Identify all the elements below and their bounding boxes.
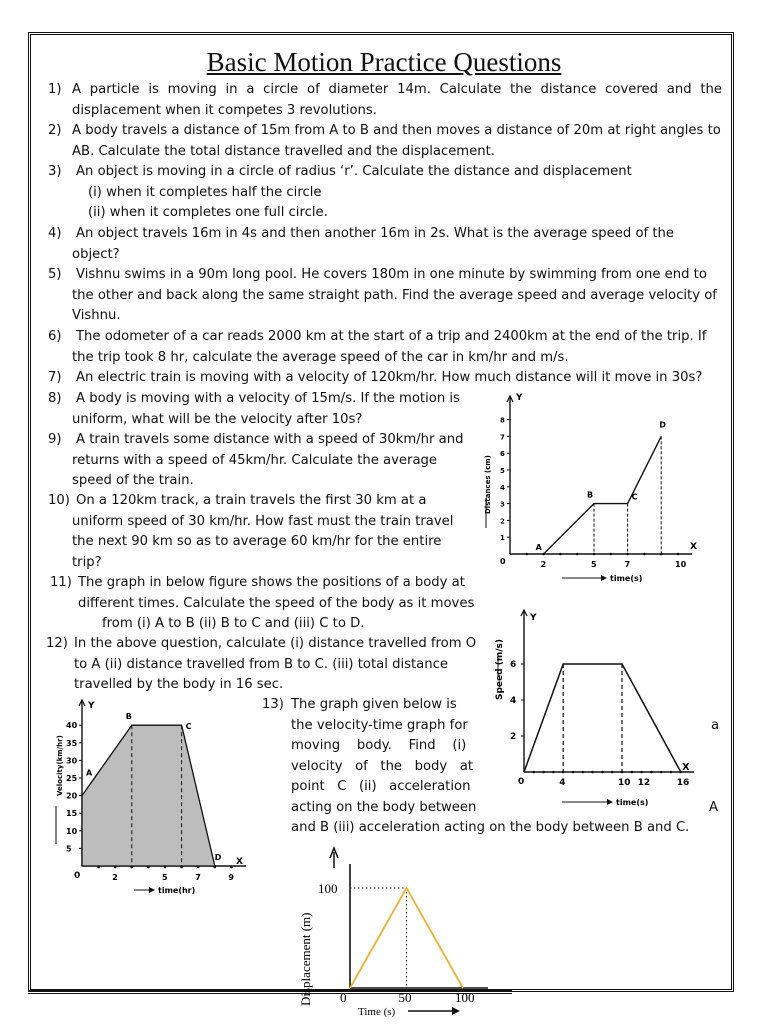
x-tick-dot xyxy=(576,553,579,556)
x-tick-label: 5 xyxy=(162,873,168,882)
velocity-time-graph xyxy=(48,696,258,902)
y-axis-letter: Y xyxy=(530,613,537,623)
question-line: A train travels some distance with a speed of 30km/hr and xyxy=(76,432,464,447)
question-9 xyxy=(48,430,478,492)
question-7 xyxy=(48,368,722,389)
question-number: 3) xyxy=(48,164,62,179)
question-12 xyxy=(46,634,478,696)
point-label: B xyxy=(125,712,132,722)
origin-label: 0 xyxy=(500,557,506,566)
x-tick-label: 50 xyxy=(398,990,412,1005)
x-tick-dot xyxy=(533,771,536,774)
question-number: 4) xyxy=(48,226,62,241)
x-tick-dot xyxy=(542,771,545,774)
question-number: 7) xyxy=(48,370,62,385)
question-3 xyxy=(48,162,722,224)
question-line: An object travels 16m in 4s and then another 16m in 2s. What is the average speed of the xyxy=(76,226,674,241)
x-tick-dot xyxy=(601,771,604,774)
distance-time-graph xyxy=(480,388,710,588)
question-8 xyxy=(48,389,478,430)
data-line xyxy=(544,436,662,554)
x-tick-dot xyxy=(591,771,594,774)
question-2 xyxy=(48,121,722,162)
question-line: Vishnu swims in a 90m long pool. He covers 180m in one minute by swimming from one end to xyxy=(76,267,707,282)
question-line: (i) when it completes half the circle xyxy=(88,184,322,200)
x-tick-dot xyxy=(582,771,585,774)
x-tick-label: 7 xyxy=(195,873,201,882)
question-line: from (i) A to B (ii) B to C and (iii) C to D. xyxy=(102,616,365,631)
x-axis-title: time(s) xyxy=(616,798,649,807)
question-line: travelled by the body in 16 sec. xyxy=(74,677,284,692)
question-number: 10) xyxy=(48,493,70,508)
x-tick-dot xyxy=(610,553,613,556)
question-line: moving body. Find (i) xyxy=(291,738,467,753)
y-tick-label: 15 xyxy=(66,809,78,819)
y-axis-title: Distances (cm) xyxy=(484,455,492,514)
x-tick-label: 10 xyxy=(675,560,687,569)
y-tick-label: 6 xyxy=(510,660,517,670)
x-tick-label: 0 xyxy=(340,990,347,1005)
question-line: acting on the body between xyxy=(291,799,477,815)
stray-letter-a: a xyxy=(711,718,720,733)
x-tick-dot xyxy=(526,553,529,556)
question-line: The odometer of a car reads 2000 km at the start of a trip and 2400km at the end of the trip. If xyxy=(76,329,707,344)
y-tick-label: 1 xyxy=(500,534,505,543)
point-label: B xyxy=(587,490,594,500)
x-axis-title: time(hr) xyxy=(158,886,196,895)
y-tick-label: 4 xyxy=(500,483,505,492)
y-tick-label: 20 xyxy=(66,791,78,801)
x-axis-title: Time (s) xyxy=(358,1006,396,1018)
x-title-arrowhead xyxy=(149,887,155,893)
x-tick-label: 5 xyxy=(591,560,597,569)
question-line: velocity of the body at xyxy=(291,758,474,774)
question-line: The graph in below figure shows the positions of a body at xyxy=(78,575,465,590)
y-tick-label: 100 xyxy=(318,881,338,896)
question-line: uniform, what will be the velocity after 10s? xyxy=(72,411,363,427)
y-axis-title: Displacement (m) xyxy=(298,912,313,1006)
point-label: A xyxy=(535,543,542,552)
question-line: and B (iii) acceleration acting on the body between B and C. xyxy=(291,820,690,835)
y-axis-title: Speed (m/s) xyxy=(495,639,505,700)
y-tick-label: 30 xyxy=(66,756,78,766)
question-line: A particle is moving in a circle of diameter 14m. Calculate the distance covered and the xyxy=(72,82,722,97)
y-tick-label: 5 xyxy=(66,844,72,854)
question-number: 5) xyxy=(48,267,62,282)
question-number: 9) xyxy=(48,432,62,447)
question-5 xyxy=(48,265,722,327)
data-line xyxy=(524,664,681,772)
question-number: 6) xyxy=(48,329,62,344)
x-tick-dot xyxy=(660,771,663,774)
question-number: 11) xyxy=(50,575,72,590)
x-tick-dot xyxy=(677,553,680,556)
question-line: the other and back along the same straight path. Find the average speed and average velocity of xyxy=(72,287,717,303)
y-tick-label: 40 xyxy=(66,721,78,731)
origin-label: 0 xyxy=(518,777,525,787)
x-title-arrowhead xyxy=(452,1007,460,1015)
y-tick-label: 8 xyxy=(500,416,505,425)
question-number: 12) xyxy=(46,636,68,651)
x-tick-dot xyxy=(670,771,673,774)
question-6 xyxy=(48,327,722,368)
point-label: C xyxy=(185,722,192,732)
question-line: to A (ii) distance travelled from B to C. (iii) total distance xyxy=(74,656,448,672)
question-line: An object is moving in a circle of radius ‘r’. Calculate the distance and displacement xyxy=(76,164,632,179)
question-line: Vishnu. xyxy=(72,308,121,323)
x-tick-label: 10 xyxy=(618,778,631,788)
question-line: the next 90 km so as to average 60 km/hr for the entire xyxy=(72,534,442,549)
x-tick-label: 100 xyxy=(455,990,475,1005)
y-axis-letter: Y xyxy=(516,393,523,403)
x-tick-label: 4 xyxy=(559,778,566,788)
x-tick-dot xyxy=(640,771,643,774)
question-line: On a 120km track, a train travels the first 30 km at a xyxy=(76,493,427,508)
y-tick-label: 35 xyxy=(66,738,78,748)
question-4 xyxy=(48,224,722,265)
question-10 xyxy=(48,491,478,573)
question-line: object? xyxy=(72,246,120,262)
displacement-time-graph xyxy=(290,838,520,1022)
x-tick-dot xyxy=(650,771,653,774)
y-tick-label: 3 xyxy=(500,500,505,509)
shaded-area xyxy=(82,725,215,866)
y-tick-label: 7 xyxy=(500,433,505,442)
x-tick-dot xyxy=(164,866,167,869)
x-tick-dot xyxy=(572,771,575,774)
y-tick-label: 4 xyxy=(510,696,517,706)
question-line: uniform speed of 30 km/hr. How fast must the train travel xyxy=(72,513,454,529)
y-tick-label: 10 xyxy=(66,826,78,836)
page-title: Basic Motion Practice Questions xyxy=(206,47,562,77)
x-tick-dot xyxy=(197,866,200,869)
question-line: A body travels a distance of 15m from A to B and then moves a distance of 20m at right angles to xyxy=(72,123,721,138)
point-label: C xyxy=(631,492,638,502)
x-tick-dot xyxy=(559,553,562,556)
question-number: 2) xyxy=(48,123,62,138)
x-title-arrowhead xyxy=(601,575,607,581)
x-tick-label: 16 xyxy=(676,778,690,788)
question-line: A body is moving with a velocity of 15m/s. If the motion is xyxy=(76,391,460,406)
x-tick-label: 9 xyxy=(228,873,234,882)
question-line: displacement when it competes 3 revolutions. xyxy=(72,102,377,118)
question-line: returns with a speed of 45km/hr. Calculate the average xyxy=(72,452,438,468)
question-line: the trip took 8 hr, calculate the average speed of the car in km/hr and m/s. xyxy=(72,349,569,365)
x-axis-letter: X xyxy=(236,857,243,867)
y-tick-label: 25 xyxy=(66,774,78,783)
question-line: (ii) when it completes one full circle. xyxy=(88,205,328,220)
question-line: The graph given below is xyxy=(291,697,457,712)
point-label: A xyxy=(86,768,93,778)
question-number: 13) xyxy=(262,697,284,712)
question-line: In the above question, calculate (i) distance travelled from O xyxy=(74,636,477,651)
x-tick-dot xyxy=(147,866,150,869)
question-line: An electric train is moving with a velocity of 120km/hr. How much distance will it move in 30s? xyxy=(76,370,703,385)
origin-label: 0 xyxy=(74,871,81,881)
x-tick-dot xyxy=(114,866,117,869)
x-tick-dot xyxy=(631,771,634,774)
y-tick-label: 5 xyxy=(500,467,505,475)
x-tick-label: 7 xyxy=(624,560,631,569)
point-label: D xyxy=(659,420,666,430)
x-tick-dot xyxy=(552,771,555,774)
x-tick-dot xyxy=(214,866,217,869)
point-label: D xyxy=(214,853,222,862)
question-line: speed of the train. xyxy=(72,473,194,488)
question-number: 1) xyxy=(48,82,62,97)
question-line: the velocity-time graph for xyxy=(291,717,468,733)
x-tick-dot xyxy=(97,866,100,869)
question-number: 8) xyxy=(48,391,62,406)
x-tick-dot xyxy=(611,771,614,774)
x-tick-label: 2 xyxy=(112,873,118,882)
question-line: different times. Calculate the speed of the body as it moves xyxy=(78,595,475,611)
x-tick-dot xyxy=(180,866,183,869)
y-tick-label: 2 xyxy=(510,732,517,742)
x-axis-title: time(s) xyxy=(610,574,643,583)
x-tick-dot xyxy=(230,866,233,869)
question-line: AB. Calculate the total distance travelled and the displacement. xyxy=(72,143,495,159)
x-axis-letter: X xyxy=(690,542,697,552)
stray-letter-A: A xyxy=(709,800,719,815)
x-tick-label: 2 xyxy=(540,560,547,569)
y-axis-title: Velocity(km/hr) xyxy=(56,735,64,796)
x-axis-letter: X xyxy=(682,762,690,773)
y-tick-label: 2 xyxy=(500,517,505,526)
x-tick-dot xyxy=(131,866,134,869)
question-line: trip? xyxy=(72,554,102,570)
x-title-arrowhead xyxy=(607,799,613,805)
speed-time-graph xyxy=(488,606,708,812)
question-11 xyxy=(50,573,480,635)
x-tick-dot xyxy=(643,553,646,556)
x-tick-label: 12 xyxy=(637,778,651,788)
y-axis-letter: Y xyxy=(88,701,95,711)
question-line: point C (ii) acceleration xyxy=(291,779,471,794)
y-tick-label: 6 xyxy=(500,450,505,459)
question-1 xyxy=(48,80,722,121)
